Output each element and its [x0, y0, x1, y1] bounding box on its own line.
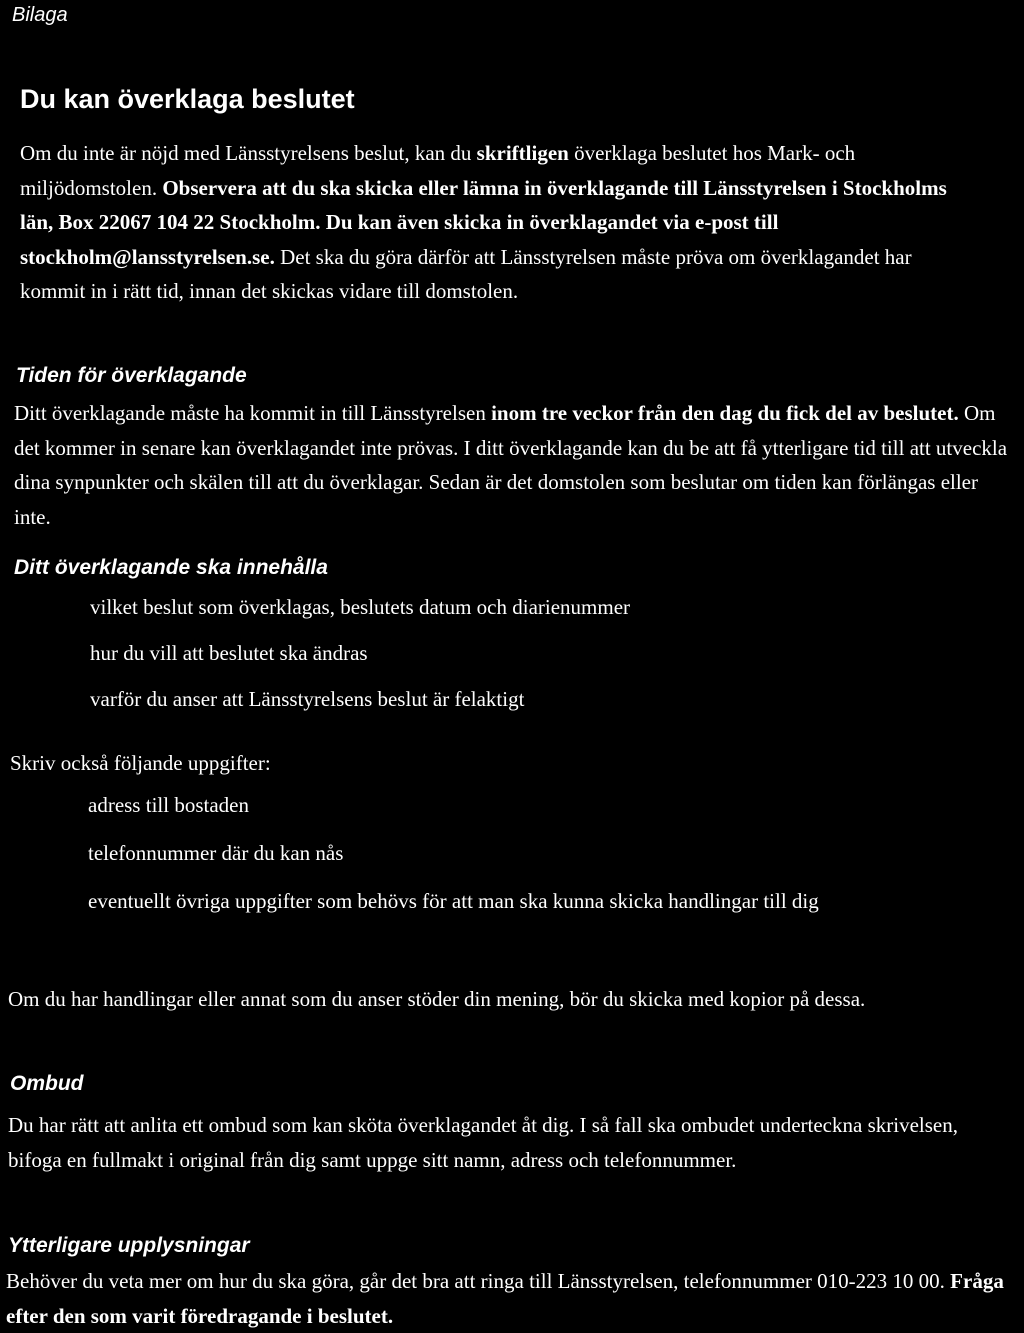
- tiden-bold: inom tre veckor från den dag du fick del av beslutet.: [491, 401, 959, 425]
- uppgifter-list: [88, 790, 988, 916]
- innehalla-list: [90, 592, 990, 714]
- upplysningar-paragraph: [6, 1264, 1006, 1333]
- upplysningar-bold: Fråga efter den som varit föredragande i beslutet.: [6, 1269, 1004, 1328]
- section-title-upplysningar: Ytterligare upplysningar: [8, 1234, 250, 1257]
- intro-bold-skriftligen: skriftligen: [476, 141, 569, 165]
- handlingar-paragraph: Om du har handlingar eller annat som du anser stöder din mening, bör du skicka med kopior på dessa.: [8, 987, 866, 1011]
- intro-text-1: Om du inte är nöjd med Länsstyrelsens beslut, kan du: [20, 141, 477, 165]
- list-item: eventuellt övriga uppgifter som behövs för att man ska kunna skicka handlingar till dig: [88, 889, 819, 913]
- intro-text-3: Det ska du göra därför att Länsstyrelsen måste pröva om överklagandet har kommit in i rätt tid, innan det skickas vidare till domstolen.: [20, 244, 912, 303]
- tiden-text-1: Ditt överklagande måste ha kommit in till Länsstyrelsen: [14, 401, 492, 425]
- section-title-innehalla: Ditt överklagande ska innehålla: [14, 556, 328, 579]
- upplysningar-text: Behöver du veta mer om hur du ska göra, går det bra att ringa till Länsstyrelsen, telefonnummer 010-223 10 00.: [6, 1269, 951, 1293]
- attachment-label: Bilaga: [12, 4, 68, 26]
- section-title-tiden: Tiden för överklagande: [16, 364, 247, 387]
- list-item: hur du vill att beslutet ska ändras: [90, 641, 368, 665]
- section-title-ombud: Ombud: [10, 1072, 84, 1095]
- tiden-paragraph: [14, 396, 1014, 534]
- intro-text-2: överklaga beslutet hos Mark- och miljödomstolen.: [20, 141, 856, 200]
- list-item: varför du anser att Länsstyrelsens beslut är felaktigt: [90, 687, 525, 711]
- intro-bold-notice: Observera att du ska skicka eller lämna in överklagande till Länsstyrelsen i Stockholms län, Box 22067 104 22 Stockholm. Du kan även skicka in överklagandet via e-post till stockholm@lansstyrelsen.se.: [20, 175, 947, 269]
- tiden-text-2: Om det kommer in senare kan överklagandet inte prövas. I ditt överklagande kan du be att få ytterligare tid till att utveckla dina synpunkter och skälen till att du överklagar. Sedan är det domstolen som beslutar om tiden kan förlängas eller inte.: [14, 401, 1008, 529]
- list-item: adress till bostaden: [88, 793, 249, 817]
- uppgifter-title: Skriv också följande uppgifter:: [10, 751, 271, 775]
- ombud-paragraph: Du har rätt att anlita ett ombud som kan sköta överklagandet åt dig. I så fall ska ombudet underteckna skrivelsen, bifoga en fullmakt i original från dig samt uppge sitt namn, adress och telefonnummer.: [8, 1113, 958, 1172]
- list-item: telefonnummer där du kan nås: [88, 841, 344, 865]
- list-item: vilket beslut som överklagas, beslutets datum och diarienummer: [90, 595, 631, 619]
- intro-paragraph: [20, 136, 980, 309]
- page-title: Du kan överklaga beslutet: [20, 84, 355, 114]
